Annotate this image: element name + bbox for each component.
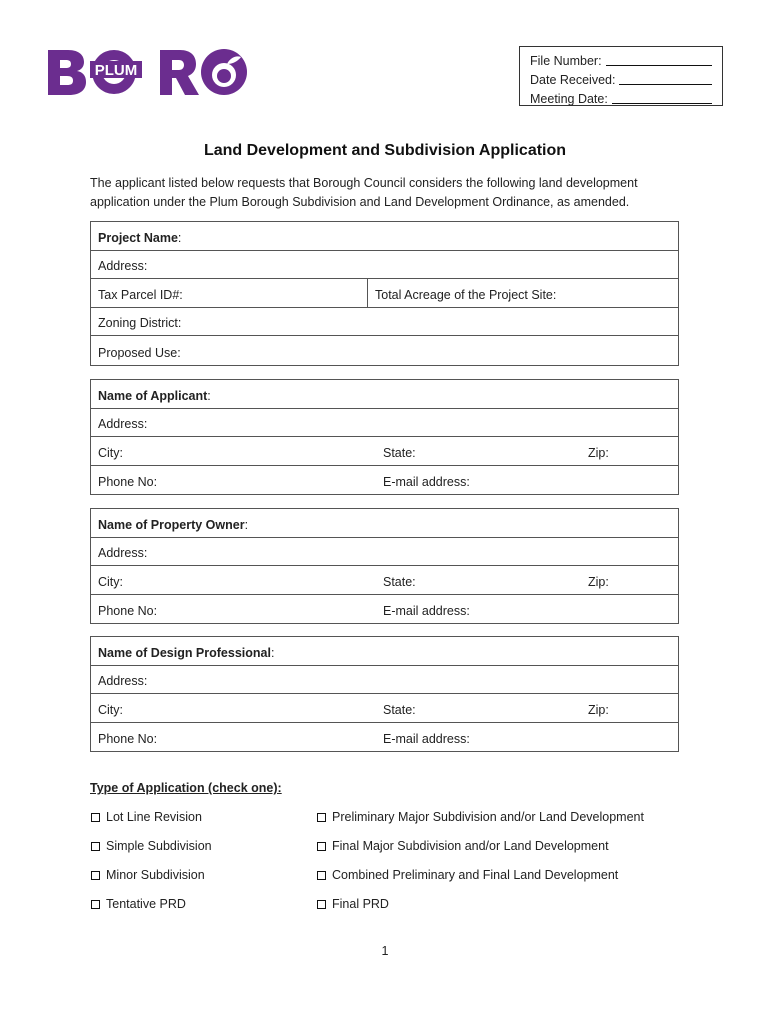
designer-email-label: E-mail address: xyxy=(383,732,470,746)
owner-address-row[interactable] xyxy=(91,538,678,567)
applicant-address-label: Address: xyxy=(98,417,148,431)
file-number-field[interactable] xyxy=(606,52,712,66)
acreage-field[interactable] xyxy=(368,279,563,307)
checkbox-icon[interactable] xyxy=(91,871,100,880)
owner-name-row[interactable]: Name of Property Owner : xyxy=(91,509,678,538)
designer-address-row[interactable] xyxy=(91,666,678,695)
designer-city-row[interactable] xyxy=(91,694,678,723)
date-received-label: Date Received: xyxy=(530,73,616,87)
tax-parcel-field[interactable] xyxy=(91,279,368,307)
application-type-title: Type of Application (check one): xyxy=(90,781,282,795)
designer-section xyxy=(90,636,679,752)
option-tentative-prd[interactable] xyxy=(91,897,186,911)
file-number-label: File Number: xyxy=(530,54,602,68)
proposed-use-row[interactable] xyxy=(91,336,678,365)
office-use-box xyxy=(519,46,723,106)
checkbox-icon[interactable] xyxy=(317,900,326,909)
project-address-row[interactable] xyxy=(91,251,678,280)
option-label: Lot Line Revision xyxy=(106,810,202,824)
tax-parcel-label: Tax Parcel ID#: xyxy=(98,287,183,302)
owner-state-label: State: xyxy=(383,574,416,589)
zoning-label: Zoning District: xyxy=(98,316,182,330)
option-label: Final Major Subdivision and/or Land Development xyxy=(332,839,609,853)
checkbox-icon[interactable] xyxy=(91,900,100,909)
option-lot-line-revision[interactable] xyxy=(91,810,202,824)
checkbox-icon[interactable] xyxy=(91,813,100,822)
designer-state-label: State: xyxy=(383,702,416,717)
owner-address-label: Address: xyxy=(98,546,148,560)
applicant-name-label: Name of Applicant xyxy=(98,388,208,403)
checkbox-icon[interactable] xyxy=(91,842,100,851)
option-final-major[interactable] xyxy=(317,839,609,853)
meeting-date-row xyxy=(530,90,712,109)
owner-section xyxy=(90,508,679,624)
meeting-date-label: Meeting Date: xyxy=(530,92,608,106)
option-preliminary-major[interactable] xyxy=(317,810,644,824)
applicant-city-label: City: xyxy=(98,445,123,460)
logo-plum-text: PLUM xyxy=(94,62,138,79)
applicant-state-label: State: xyxy=(383,445,416,460)
owner-name-label: Name of Property Owner xyxy=(98,517,245,532)
applicant-zip-label: Zip: xyxy=(588,445,609,460)
date-received-row xyxy=(530,71,712,90)
owner-city-label: City: xyxy=(98,574,123,589)
option-label: Final PRD xyxy=(332,897,389,911)
plum-boro-logo xyxy=(46,44,251,98)
designer-address-label: Address: xyxy=(98,674,148,688)
applicant-city-row[interactable] xyxy=(91,437,678,466)
option-final-prd[interactable] xyxy=(317,897,389,911)
option-label: Simple Subdivision xyxy=(106,839,212,853)
option-minor-subdivision[interactable] xyxy=(91,868,205,882)
checkbox-icon[interactable] xyxy=(317,871,326,880)
proposed-use-label: Proposed Use: xyxy=(98,345,181,360)
option-simple-subdivision[interactable] xyxy=(91,839,212,853)
owner-city-row[interactable] xyxy=(91,566,678,595)
project-name-label: Project Name xyxy=(98,230,178,245)
project-name-row[interactable]: Project Name : xyxy=(91,222,678,251)
file-number-row xyxy=(530,52,712,71)
owner-email-label: E-mail address: xyxy=(383,604,470,618)
owner-phone-label: Phone No: xyxy=(98,604,158,618)
designer-phone-label: Phone No: xyxy=(98,732,158,746)
meeting-date-field[interactable] xyxy=(612,90,712,104)
applicant-section xyxy=(90,379,679,495)
applicant-address-row[interactable] xyxy=(91,409,678,438)
applicant-name-row[interactable]: Name of Applicant : xyxy=(91,380,678,409)
option-combined-preliminary-final[interactable] xyxy=(317,868,618,882)
applicant-email-label: E-mail address: xyxy=(383,475,470,489)
owner-zip-label: Zip: xyxy=(588,574,609,589)
designer-phone-row[interactable] xyxy=(91,723,678,752)
project-address-label: Address: xyxy=(98,259,148,273)
page-number: 1 xyxy=(381,944,389,958)
date-received-field[interactable] xyxy=(619,71,712,85)
applicant-phone-label: Phone No: xyxy=(98,475,158,489)
designer-name-label: Name of Design Professional xyxy=(98,645,271,660)
option-label: Minor Subdivision xyxy=(106,868,205,882)
acreage-label: Total Acreage of the Project Site: xyxy=(375,287,557,302)
owner-phone-row[interactable] xyxy=(91,595,678,624)
project-parcel-row xyxy=(91,279,678,308)
designer-zip-label: Zip: xyxy=(588,702,609,717)
option-label: Tentative PRD xyxy=(106,897,186,911)
checkbox-icon[interactable] xyxy=(317,813,326,822)
designer-city-label: City: xyxy=(98,702,123,717)
document-title: Land Development and Subdivision Application xyxy=(203,142,567,159)
checkbox-icon[interactable] xyxy=(317,842,326,851)
applicant-phone-row[interactable] xyxy=(91,466,678,495)
option-label: Preliminary Major Subdivision and/or Land Development xyxy=(332,810,644,824)
zoning-row[interactable] xyxy=(91,308,678,337)
designer-name-row[interactable]: Name of Design Professional : xyxy=(91,637,678,666)
option-label: Combined Preliminary and Final Land Development xyxy=(332,868,619,882)
intro-paragraph: The applicant listed below requests that Borough Council considers the following land development application under the Plum Borough Subdivision and Land Development Ordinance, as amended. xyxy=(90,176,638,209)
project-section xyxy=(90,221,679,366)
